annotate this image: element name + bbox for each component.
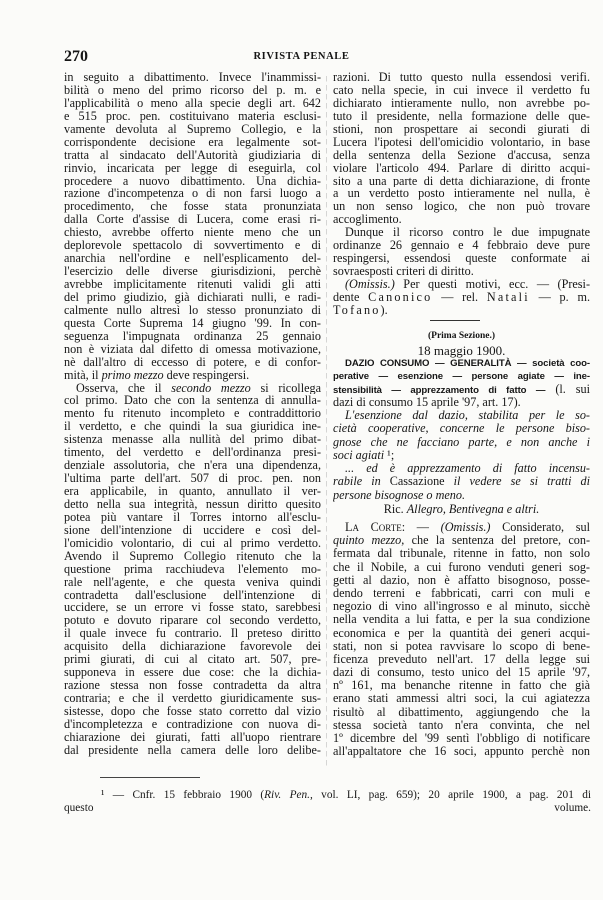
text-run: deve respingersi. <box>163 368 250 382</box>
text-line <box>333 640 590 653</box>
text-run: ). <box>380 303 388 317</box>
text-run: dal presidente nella camera delle loro delibe- <box>64 743 321 757</box>
text-line <box>333 475 590 488</box>
text-line <box>64 200 321 213</box>
text-line <box>64 498 321 511</box>
text-line <box>333 521 590 534</box>
text-line <box>64 446 321 459</box>
text-run: chiarazione dei giurati, fatti all'uopo rientrare <box>64 730 321 744</box>
text-run: contraria; e che il verdetto giuridicamente sus- <box>64 692 321 705</box>
text-run: e 515 proc. pen. costituivano materia esclusi- <box>64 109 321 123</box>
text-line <box>333 252 590 265</box>
text-line <box>64 71 321 84</box>
text-run: anarchia nell'ordine e nell'esplicamento del- <box>64 252 321 266</box>
text-line <box>333 745 590 758</box>
paragraph <box>333 462 590 502</box>
text-run: acquisito della dichiarazione favorevole dei <box>64 640 321 654</box>
text-line <box>333 123 590 136</box>
text-line <box>333 369 590 382</box>
text-line <box>64 653 321 666</box>
text-run: stati, non si potea ravvisare lo scopo di bene- <box>333 639 590 653</box>
text-run: all'appaltatore che 16 soci, appunto perchè non <box>333 745 590 759</box>
text-run: vol. LI, pag. 659); 20 aprile 1900, a pag. 201 di <box>312 789 591 801</box>
italic-run: soci agiati <box>333 448 385 462</box>
text-run: del primo giudizio, già dichiarati nulli, e radi- <box>64 290 321 304</box>
text-line <box>333 547 590 560</box>
text-line <box>64 640 321 653</box>
text-run: stessa società tanto n'era convinta, che nel <box>333 718 590 732</box>
paragraph <box>333 278 590 317</box>
text-run: seguenza l'impugnata ordinanza 25 gennaio <box>64 329 321 343</box>
text-line <box>333 422 590 435</box>
text-line <box>333 200 590 213</box>
text-line <box>333 396 590 409</box>
paragraph <box>333 521 590 758</box>
text-line <box>64 136 321 149</box>
text-run: corrispondente decisione era legalmente sot- <box>64 135 321 149</box>
text-line <box>333 719 590 732</box>
text-line <box>333 175 590 188</box>
text-line <box>64 601 321 614</box>
text-line <box>64 731 321 744</box>
text-run: dichiarato intieramente nullo, non avrebbe po- <box>333 96 590 110</box>
text-line <box>64 252 321 265</box>
text-line <box>333 449 590 462</box>
text-run: sito a una parte di detta dichiarazione, di fronte <box>333 174 590 188</box>
text-run: potea più vantare il Torres intorno all'esclu- <box>64 510 321 524</box>
text-run: l'esercizio delle diverse giurisdizioni, perchè <box>64 265 321 278</box>
left-column <box>64 71 321 757</box>
text-run: primi giurati, di cui al citato art. 507, pre- <box>64 653 321 667</box>
text-run: potuto e dovuto riparare col secondo verdetto, <box>64 614 321 628</box>
text-run: si ricollega <box>250 381 321 395</box>
text-line <box>333 71 590 84</box>
opinion-text <box>333 521 590 758</box>
text-line <box>64 394 321 407</box>
text-line <box>64 187 321 200</box>
bold-run: stensibilità — apprezzamento di fatto — <box>333 384 546 396</box>
text-line <box>64 407 321 420</box>
bold-run: perative — esenzione — persone agiate — ine- <box>333 371 590 383</box>
text-run: Osserva, che il <box>76 381 172 395</box>
text-run: che il Nobile, a cui furono venduti generi sog- <box>333 560 590 574</box>
text-run: dalla Corte d'assise di Lucera, come erasi ri- <box>64 213 321 227</box>
text-line <box>64 213 321 226</box>
text-line <box>64 433 321 446</box>
page-number: 270 <box>64 48 88 65</box>
text-line <box>333 436 590 449</box>
italic-run: cietà cooperative, concerne le persone biso- <box>333 422 590 436</box>
text-run: respingersi, essendosi queste conformate ai <box>333 252 590 266</box>
text-line <box>64 278 321 291</box>
text-run: un non senso logico, che non può trovare <box>333 200 590 214</box>
text-line <box>64 614 321 627</box>
text-line <box>64 744 321 757</box>
text-run: non è viziata dal difetto di omessa motivazione, <box>64 342 321 356</box>
text-run: procedere a nuovo dibattimento. Una dichia- <box>64 174 321 188</box>
text-run: nº 161, ma benanche ritenne in fatto che già <box>333 679 590 693</box>
text-line <box>333 706 590 719</box>
text-line <box>64 472 321 485</box>
text-run: sovraesposti criteri di diritto. <box>333 265 474 278</box>
italic-run: persone bisognose o meno. <box>333 488 466 502</box>
text-run: — p. m. <box>529 290 590 304</box>
text-run: sistesse, dopo che fosse stato corretto dal vizio <box>64 704 321 718</box>
text-line <box>333 574 590 587</box>
text-line <box>64 291 321 304</box>
text-run: dente <box>333 290 369 304</box>
text-run: Lucera l'ipotesi dell'omicidio volontario, in base <box>333 135 590 149</box>
paragraph <box>64 71 321 382</box>
text-run: ¹ — Cnfr. 15 febbraio 1900 ( <box>101 789 265 801</box>
text-run: stioni, non prospettare ai secondi giurati di <box>333 122 590 136</box>
paragraph <box>64 382 321 757</box>
footnote <box>64 789 591 815</box>
text-line <box>64 589 321 602</box>
text-run: sistenza menasse alla nullità del primo dibat- <box>64 433 321 447</box>
spaced-name: Natali <box>486 290 530 304</box>
italic-run: Riv. Pen., <box>264 789 313 801</box>
paragraph <box>333 226 590 278</box>
text-run: — rel. <box>432 290 487 304</box>
text-line <box>64 666 321 679</box>
text-line <box>64 511 321 524</box>
text-line <box>64 175 321 188</box>
text-run: l'ultima parte dell'art. 507 di proc. pen. non <box>64 472 321 485</box>
section-label: (Prima Sezione.) <box>427 331 495 341</box>
italic-run: (Omissis.) <box>345 278 395 291</box>
text-line <box>333 356 590 369</box>
right-column-top <box>333 71 590 317</box>
text-line <box>333 409 590 422</box>
text-line <box>333 304 590 317</box>
text-line <box>333 600 590 613</box>
text-line <box>64 382 321 395</box>
italic-run: quinto mezzo <box>333 534 402 548</box>
text-run: l'omicidio volontario, di cui al primo verdetto. <box>64 536 321 550</box>
text-run: col primo. Dato che con la sentenza di annulla- <box>64 394 321 408</box>
text-line <box>333 534 590 547</box>
text-line <box>64 420 321 433</box>
text-run: contradetta dall'esclusione dell'intenzione di <box>64 588 321 602</box>
text-run: dendo terreni e fabbricati, carri con muli e <box>333 586 590 600</box>
text-line <box>333 149 590 162</box>
text-run: economica e per la quantità dei generi acqui- <box>333 626 590 640</box>
text-run: Cassazione <box>389 475 445 489</box>
text-line <box>64 679 321 692</box>
text-run: sione dell'intenzione di uccidere e così del- <box>64 523 321 537</box>
text-run: razioni. Di tutto questo nulla essendosi verifi. <box>333 71 590 84</box>
text-line <box>64 369 321 382</box>
text-run: il verdetto, e che quindi la sua giuridica ine- <box>64 420 321 434</box>
text-run: dazi di consumo 15 aprile '97, art. 17). <box>333 395 521 409</box>
text-line <box>333 97 590 110</box>
text-line <box>333 136 590 149</box>
text-line <box>333 613 590 626</box>
italic-run: Allegro, Bentivegna e altri. <box>406 502 540 516</box>
text-run: : — <box>401 521 441 534</box>
text-line <box>333 278 590 291</box>
decision-date: 18 maggio 1900. <box>417 343 506 358</box>
text-line <box>64 97 321 110</box>
text-run: razione stessa non fosse contradetta da altra <box>64 679 321 692</box>
text-run: razione d'incompetenza o di non farsi luogo a <box>64 187 321 201</box>
text-line <box>333 213 590 226</box>
text-run: a un verdetto posto intieramente nel nulla, è <box>333 187 590 201</box>
text-run: calmente nullo altresì lo stesso pronunziato di <box>64 303 321 317</box>
italic-run: rabile in <box>333 475 390 489</box>
text-line <box>333 84 590 97</box>
text-line <box>64 317 321 330</box>
parties-line <box>333 502 590 517</box>
text-run: avrebbe implicitamente ritenuti validi gli atti <box>64 278 321 291</box>
text-line <box>333 265 590 278</box>
text-line <box>64 563 321 576</box>
text-line <box>333 162 590 175</box>
text-run: violare l'articolo 494. Parlare di diritto acqui- <box>333 161 590 175</box>
text-line <box>64 330 321 343</box>
text-run: il quale invece fu contrario. Il preteso diritto <box>64 627 321 641</box>
text-line <box>64 239 321 252</box>
text-run: mità, il <box>64 368 102 382</box>
text-line <box>333 653 590 666</box>
text-run: chiesto, avrebbe offerto niente meno che un <box>64 226 321 240</box>
text-line <box>333 489 590 502</box>
spaced-name: Tofano <box>333 303 381 317</box>
text-line <box>64 343 321 356</box>
column-gutter-mark <box>326 76 327 766</box>
text-run: negozio di vino all'ingrosso e al minuto, sicchè <box>333 600 590 614</box>
italic-run: secondo mezzo <box>171 381 251 395</box>
text-run: cato nella specie, in cui invece il verdetto fu <box>333 83 590 97</box>
text-line <box>333 226 590 239</box>
italic-run: (Omissis.) <box>440 521 491 534</box>
text-line <box>64 550 321 563</box>
text-line <box>333 679 590 692</box>
section-divider <box>430 320 480 321</box>
text-line <box>64 149 321 162</box>
italic-run: il vedere se si tratti di <box>444 475 590 489</box>
text-run: detto nella sua integrità, nessun diritto quesito <box>64 497 321 511</box>
text-run: accoglimento. <box>333 213 402 227</box>
text-line <box>333 561 590 574</box>
text-run: 1º dicembre del '99 sentì l'obbligo di notificare <box>333 732 590 745</box>
bold-run: DAZIO CONSUMO — GENERALITÀ — società coo- <box>345 358 590 369</box>
text-run: tuto il presidente, nella formazione delle que- <box>333 109 590 123</box>
headnote <box>333 356 590 502</box>
spaced-name: Canonico <box>368 290 433 304</box>
text-run: getti al dazio, non è affatto bisognoso, posse- <box>333 573 590 587</box>
text-run: ficenza preveduto nell'art. 17 della legge sui <box>333 652 590 666</box>
text-line <box>333 187 590 200</box>
text-line <box>64 524 321 537</box>
text-run: uccidere, se un errore vi fosse stato, sarebbesi <box>64 601 321 615</box>
text-line <box>64 356 321 369</box>
text-line <box>64 265 321 278</box>
text-line <box>64 123 321 136</box>
italic-run: gnose che ne facciano parte, e non anche i <box>333 435 590 449</box>
running-title: RIVISTA PENALE <box>253 51 350 62</box>
text-line <box>64 84 321 97</box>
text-run: rinvio, incaricata per legge di eseguirla, col <box>64 161 321 175</box>
italic-run: primo mezzo <box>101 368 164 382</box>
text-run: Per questi motivi, ecc. — (Presi- <box>394 278 590 291</box>
text-run: nella vendita a lui fatta, e per la sua condizione <box>333 613 590 627</box>
text-run: fermata dal tribunale, ritenne in fatto, non solo <box>333 547 590 561</box>
footnote-line <box>64 802 591 815</box>
text-run: risultò al dibattimento, aggiungendo che la <box>333 705 590 719</box>
paragraph <box>333 71 590 226</box>
text-line <box>333 587 590 600</box>
text-line <box>333 692 590 705</box>
text-run: timento, del verdetto e dell'ordinanza presi- <box>64 446 321 460</box>
text-run: d'incompletezza e contradizione con nuova di- <box>64 717 321 731</box>
text-line <box>333 627 590 640</box>
text-run: supponeva in essere due cose: che la dichia- <box>64 666 321 680</box>
text-line <box>64 304 321 317</box>
text-line <box>64 537 321 550</box>
text-run: dazi di consumo, testo unico del 15 aprile '97, <box>333 666 590 680</box>
text-run: della sentenza della Sezione d'accusa, senza <box>333 148 590 162</box>
text-run: questione prima racchiudeva l'elemento mo- <box>64 562 321 576</box>
text-line <box>333 239 590 252</box>
text-line <box>64 692 321 705</box>
text-line <box>64 226 321 239</box>
text-run: Avendo il Supremo Collegio ritenuto che la <box>64 549 321 563</box>
text-line <box>333 462 590 475</box>
text-run: rale nell'agente, e che questa veniva quindi <box>64 575 321 589</box>
footnote-line <box>64 789 591 802</box>
text-line <box>333 291 590 304</box>
text-run: tratta al sindacato dell'Autorità giudiziaria di <box>64 148 321 162</box>
text-line <box>64 459 321 472</box>
text-run: , che la sentenza del pretore, con- <box>401 534 590 548</box>
text-run: deplorevole spettacolo di sovvertimento e di <box>64 239 321 253</box>
text-line <box>333 383 590 396</box>
text-run: l'applicabilità o meno alla specie degli art. 642 <box>64 96 321 110</box>
paragraph <box>333 409 590 462</box>
text-run: bilità o meno del primo ricorso del p. m. e <box>64 83 321 97</box>
text-run: Considerato, sul <box>490 521 590 534</box>
text-line <box>333 732 590 745</box>
text-run: erano stati ammessi altri soci, la cui agiatezza <box>333 692 590 706</box>
text-run: nè dall'altro di eccesso di potere, e di confor- <box>64 355 321 369</box>
text-line <box>64 718 321 731</box>
text-run: questa Corte Suprema 14 giugno '99. In con- <box>64 316 321 330</box>
text-line <box>64 162 321 175</box>
text-line <box>64 627 321 640</box>
text-run: denziale assolutoria, che n'era una dipendenza, <box>64 459 321 473</box>
text-run: in seguito a dibattimento. Invece l'inammissi- <box>64 71 321 84</box>
text-run: ordinanze 26 gennaio e 4 febbraio deve pure <box>333 239 590 253</box>
text-line <box>64 705 321 718</box>
text-line <box>64 110 321 123</box>
text-run: ¹; <box>384 448 395 462</box>
small-caps-run: La Corte <box>345 521 402 534</box>
italic-run: ... ed è apprezzamento di fatto incensu- <box>345 462 590 475</box>
text-line <box>333 666 590 679</box>
text-run: vamente devoluta al Supremo Collegio, e la <box>64 122 321 136</box>
text-run: mento fu ritenuto incompleto e contraddittorio <box>64 407 321 421</box>
italic-run: L'esenzione dal dazio, stabilita per le so- <box>345 409 590 422</box>
text-line <box>333 110 590 123</box>
text-run: procedimento, che fosse stata pronunziata <box>64 200 321 214</box>
text-run: questo volume. <box>64 802 591 814</box>
paragraph <box>333 356 590 409</box>
text-run: Ric. <box>383 502 407 516</box>
footnote-rule <box>100 777 200 778</box>
text-line <box>64 576 321 589</box>
text-run: era applicabile, in quanto, annullato il ver- <box>64 485 321 498</box>
text-run: Dunque il ricorso contro le due impugnate <box>345 226 590 240</box>
text-run: (l. sui <box>545 382 590 396</box>
text-line <box>64 485 321 498</box>
